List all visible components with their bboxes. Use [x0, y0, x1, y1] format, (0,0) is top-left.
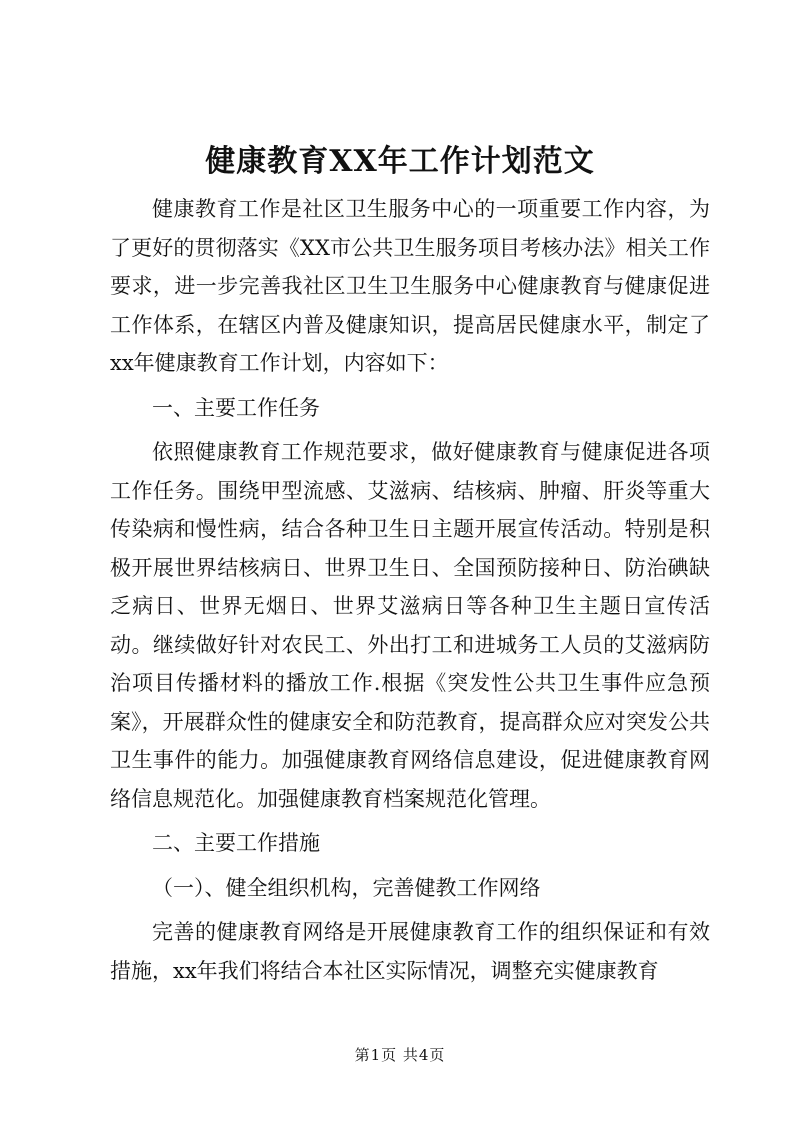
section-1-paragraph: 依照健康教育工作规范要求，做好健康教育与健康促进各项工作任务。围绕甲型流感、艾滋病、结核病、肿瘤、肝炎等重大传染病和慢性病，结合各种卫生日主题开展宣传活动。特别是积极开展世界结核病日、世界卫生日、全国预防接种日、防治碘缺乏病日、世界无烟日、世界艾滋病日等各种卫生主题日宣传活动。继续做好针对农民工、外出打工和进城务工人员的艾滋病防治项目传播材料的播放工作.根据《突发性公共卫生事件应急预案》，开展群众性的健康安全和防范教育，提高群众应对突发公共卫生事件的能力。加强健康教育网络信息建设，促进健康教育网络信息规范化。加强健康教育档案规范化管理。 — [110, 440, 710, 811]
intro-paragraph: 健康教育工作是社区卫生服务中心的一项重要工作内容，为了更好的贯彻落实《XX市公共卫生服务项目考核办法》相关工作要求，进一步完善我社区卫生卫生服务中心健康教育与健康促进工作体系，在辖区内普及健康知识，提高居民健康水平，制定了xx年健康教育工作计划，内容如下： — [110, 197, 710, 375]
section-1-heading: 一、主要工作任务 — [152, 395, 320, 420]
document-title: 健康教育XX年工作计划范文 — [205, 144, 595, 179]
document-body — [110, 190, 710, 990]
section-2-sub-1-paragraph: 完善的健康教育网络是开展健康教育工作的组织保证和有效措施，xx年我们将结合本社区实际情况，调整充实健康教育 — [110, 920, 710, 983]
section-2-heading: 二、主要工作措施 — [152, 831, 320, 855]
page-number-footer: 第1页 共4页 — [354, 1046, 446, 1064]
section-2-sub-1-heading: （一）、健全组织机构，完善健教工作网络 — [152, 875, 541, 900]
